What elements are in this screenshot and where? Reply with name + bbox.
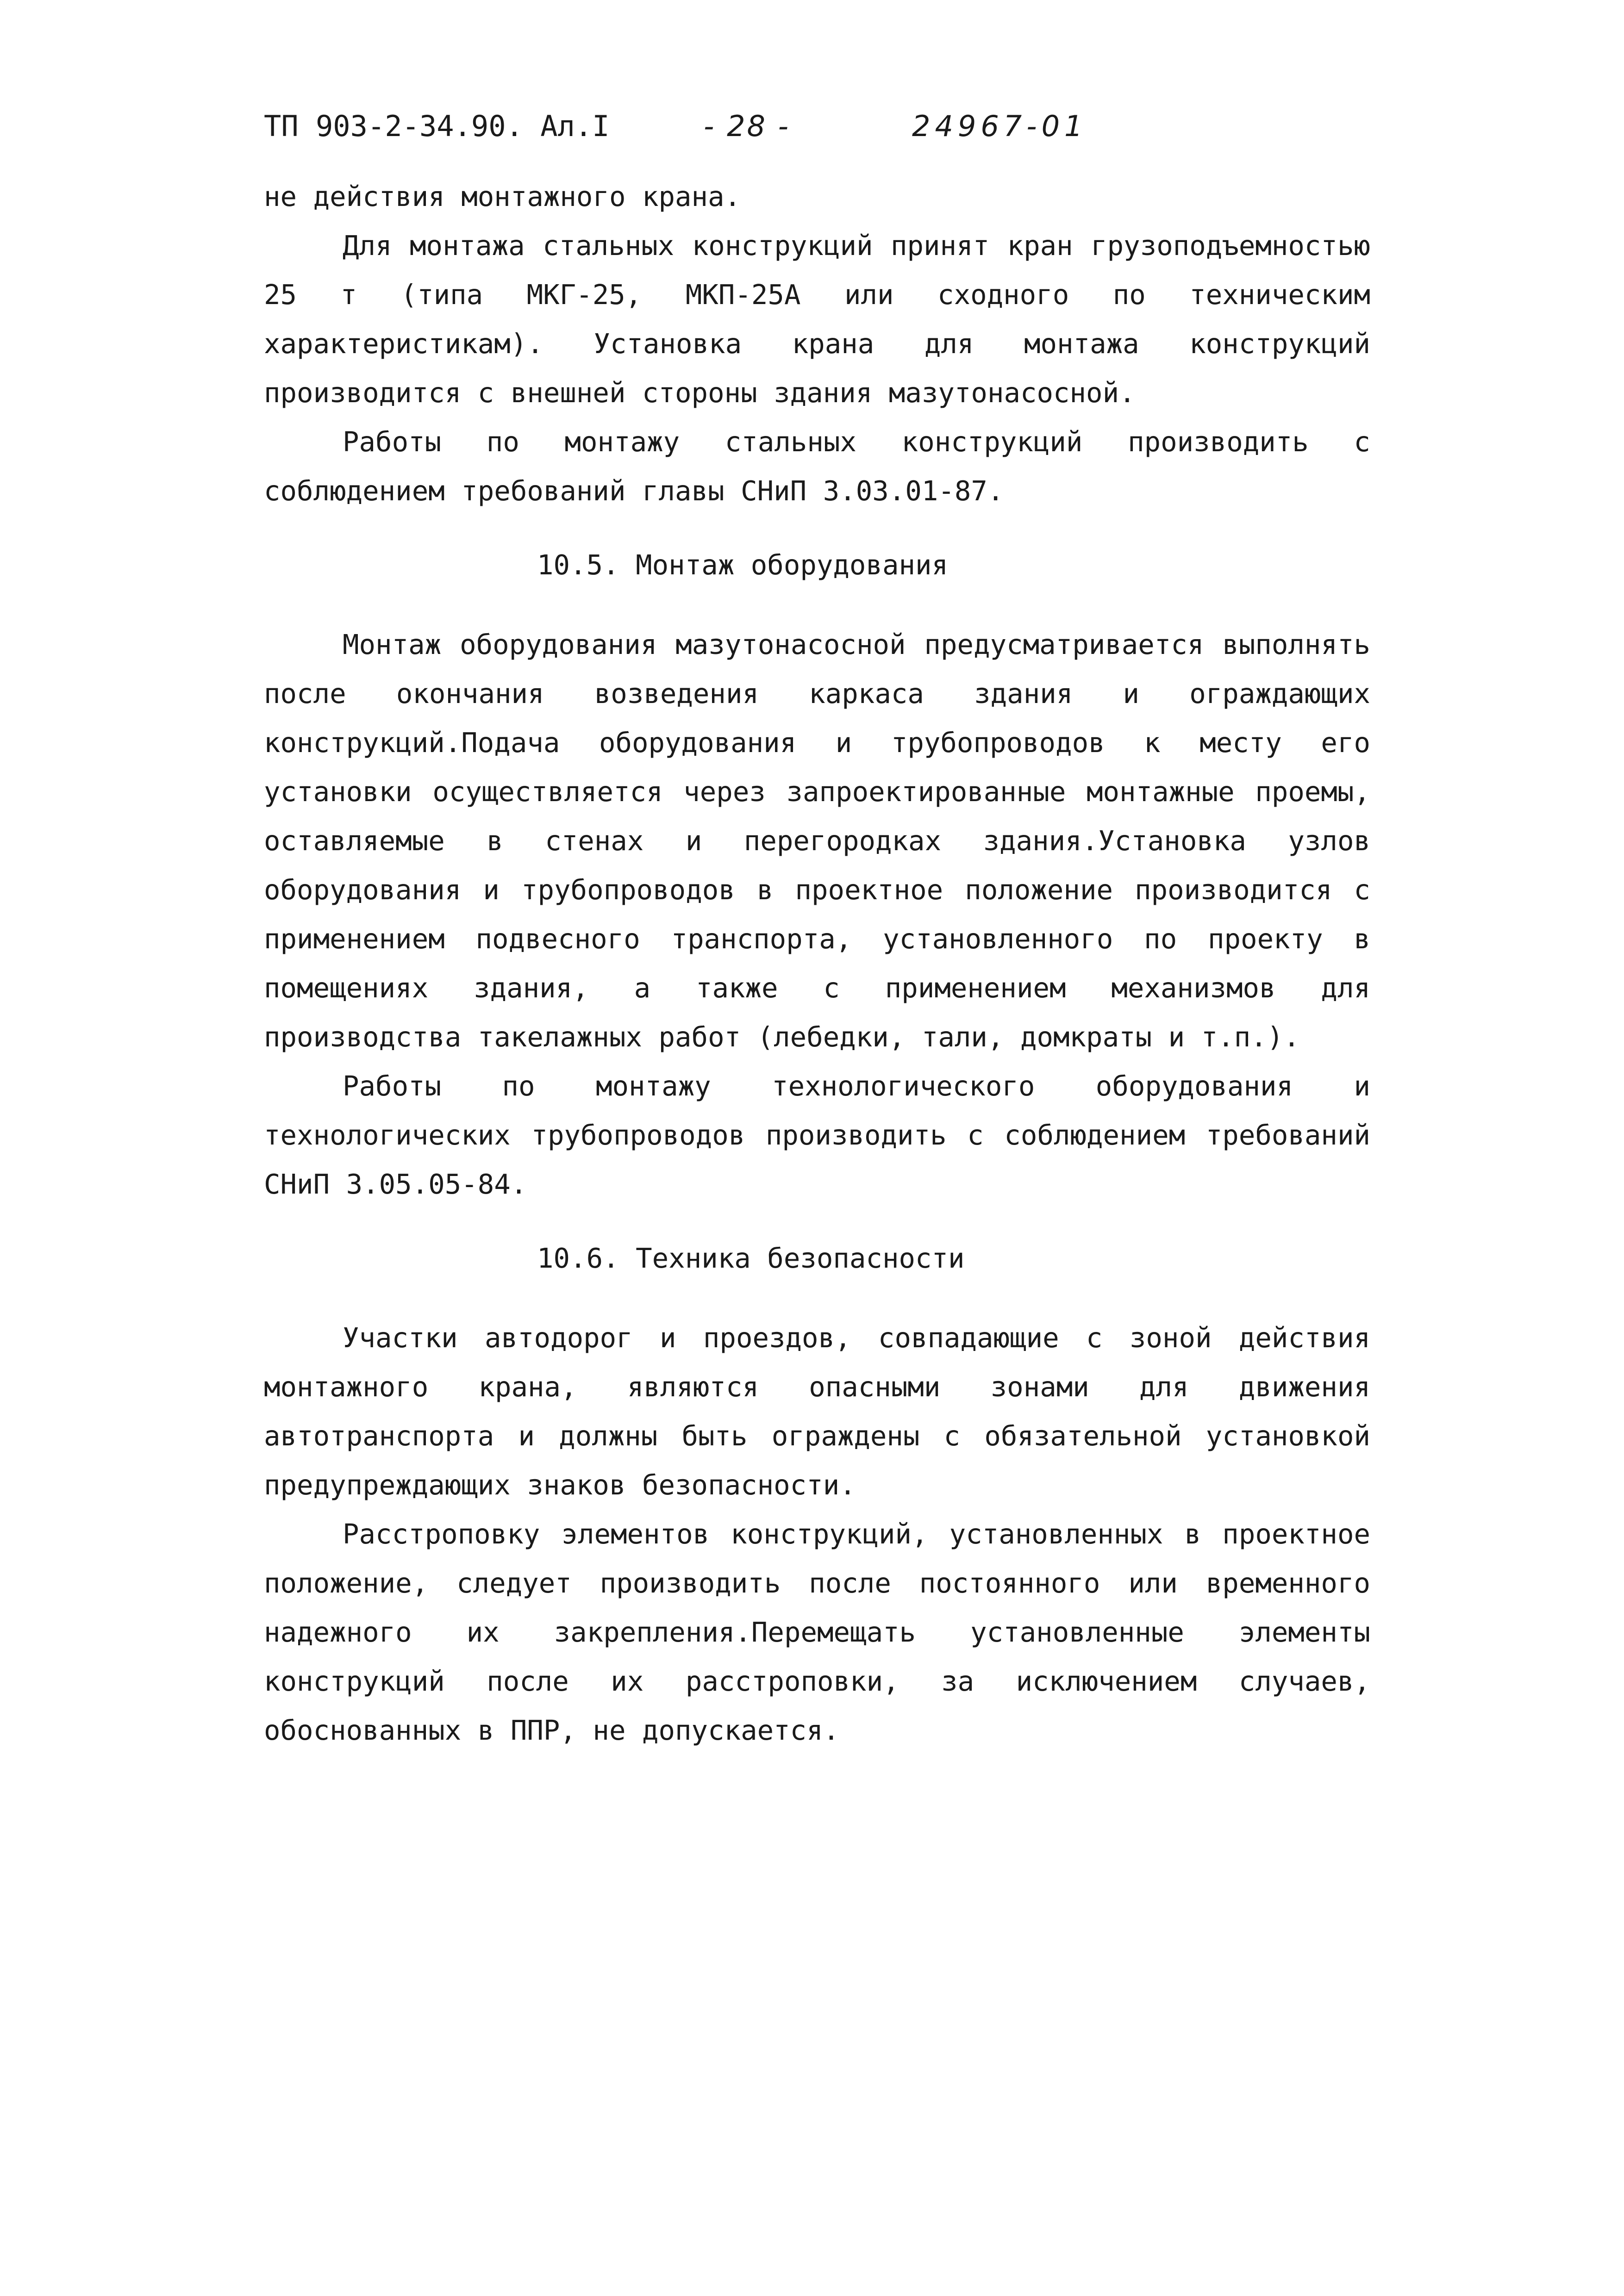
inventory-number: 24967-01 bbox=[912, 109, 1087, 143]
paragraph-danger-zones: Участки автодорог и проездов, совпадающие с зоной действия монтажного крана, являются опасными зонами для движения автотранспорта и должны быть ограждены с обязательной установкой предупреждающих знаков безопасности. bbox=[264, 1322, 1370, 1501]
paragraph-unslinging: Расстроповку элементов конструкций, установленных в проектное положение, следует производить после постоянного или временного надежного их закрепления.Перемещать установленные элементы конструкций после их расстроповки, за исключением случаев, обоснованных в ППР, не допускается. bbox=[264, 1518, 1370, 1746]
paragraph-crane: Для монтажа стальных конструкций принят кран грузоподъемностью 25 т (типа МКГ-25, МКП-25А или сходного по техническим характеристикам). Установка крана для монтажа конструкций производится с внешней стороны здания мазутонасосной. bbox=[264, 230, 1370, 409]
paragraph-steel-works: Работы по монтажу стальных конструкций производить с соблюдением требований главы СНиП 3.03.01-87. bbox=[264, 426, 1370, 507]
page-number: - 28 - bbox=[704, 109, 791, 143]
section-title-safety: 10.6. Техника безопасности bbox=[537, 1242, 965, 1274]
paragraph-continuation: не действия монтажного крана. bbox=[264, 180, 741, 212]
document-body bbox=[264, 172, 1370, 1755]
document-code: ТП 903-2-34.90. Ал.I bbox=[264, 109, 610, 143]
paragraph-equipment-works: Работы по монтажу технологического оборудования и технологических трубопроводов производить с соблюдением требований СНиП 3.05.05-84. bbox=[264, 1070, 1370, 1200]
paragraph-equipment-installation: Монтаж оборудования мазутонасосной предусматривается выполнять после окончания возведения каркаса здания и ограждающих конструкций.Подача оборудования и трубопроводов к месту его установки осуществляется через запроектированные монтажные проемы, оставляемые в стенах и перегородках здания.Установка узлов оборудования и трубопроводов в проектное положение производится с применением подвесного транспорта, установленного по проекту в помещениях здания, а также с применением механизмов для производства такелажных работ (лебедки, тали, домкраты и т.п.). bbox=[264, 628, 1370, 1053]
section-title-equipment-installation: 10.5. Монтаж оборудования bbox=[537, 549, 949, 581]
page-header bbox=[264, 106, 1375, 147]
